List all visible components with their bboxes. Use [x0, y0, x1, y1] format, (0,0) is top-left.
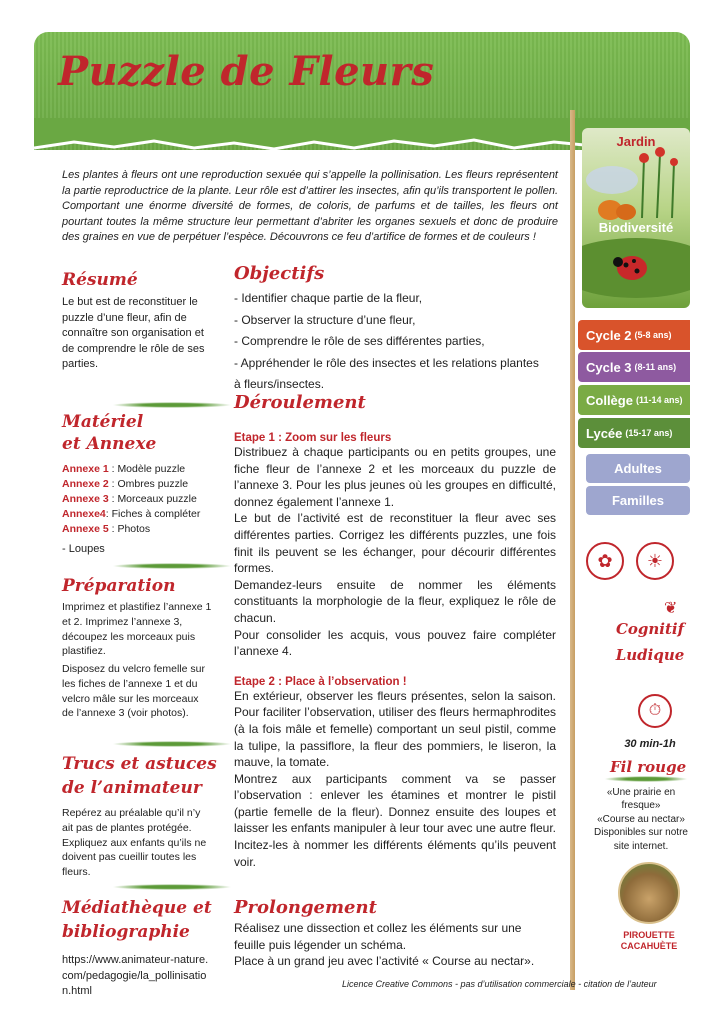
preparation-heading: Préparation	[62, 576, 176, 596]
etape2-title: Etape 2 : Place à l’observation !	[234, 675, 407, 688]
list-item: Annexe 3 : Morceaux puzzle	[62, 493, 197, 505]
intro-text: Les plantes à fleurs ont une reproduction sexuée qui s’appelle la pollinisation. Les fleurs représentent la partie reproductrice de la plante. Leur rôle est d’attirer les insectes, afin qu’ils transportent le pollen. Comportant une énorme diversité de formes, de coloris, de parfums et de tailles, les fleurs ont pourtant toutes la même structure leur permettant d’abriter les organes sexuels et donc de produire des graines en vue de perpétuer l’espèce. Découvrons ce feu d’artifice de formes et de couleurs !	[62, 169, 558, 243]
bibliography-link[interactable]: https://www.animateur-nature.com/pedagogie/la_pollinisation.html	[62, 954, 209, 997]
list-item: - Observer la structure d’une fleur,	[234, 312, 416, 327]
trucs-text: Repérez au préalable qu’il n’y ait pas de plantes protégée. Expliquez aux enfants qu’ils ne doivent pas cueillir toutes les fleurs.	[62, 807, 207, 879]
list-item: Annexe 5 : Photos	[62, 523, 151, 535]
prolongement-paragraph: Réalisez une dissection et collez les éléments sur une feuille puis légender un schéma.	[234, 921, 522, 952]
preparation-text-2: Disposez du velcro femelle sur les fiches de l’annexe 1 et du velcro mâle sur les morceaux de l’annexe 3 (voir photos).	[62, 663, 205, 720]
prolongement-paragraph: Place à un grand jeu avec l’activité « Course au nectar».	[234, 954, 535, 969]
fil-rouge-heading: Fil rouge	[610, 758, 687, 776]
cycle-badge: Cycle 2 (5-8 ans)	[578, 320, 690, 350]
annex-list	[62, 462, 232, 537]
jardin-label: Jardin	[616, 134, 656, 149]
prolongement-body	[234, 920, 556, 970]
audience-badge-familles: Familles	[586, 486, 690, 515]
grass-divider	[112, 741, 232, 747]
mediatheque-heading: Médiathèque et	[62, 898, 212, 918]
grass-divider	[112, 563, 232, 569]
page-title: Puzzle de Fleurs	[58, 48, 435, 95]
etape2-paragraph: En extérieur, observer les fleurs présentes, selon la saison. Pour faciliter l’observation, utiliser des fleurs hermaphrodites (à la fois mâle et femelle) comportant un seul pistil, comme la tulipe, la passiflore, la fleur des pommiers, le liseron, la mauve, la tomate.	[234, 688, 556, 770]
cycle-badge: Collège (11-14 ans)	[578, 385, 690, 415]
grass-divider	[112, 884, 232, 890]
deroulement-heading: Déroulement	[234, 392, 366, 413]
footer-license: Licence Creative Commons - pas d’utilisation commerciale - citation de l’auteur	[342, 979, 657, 989]
list-item: à fleurs/insectes.	[234, 377, 325, 391]
list-item: Annexe 2 : Ombres puzzle	[62, 478, 189, 490]
bibliographie-heading: bibliographie	[62, 922, 190, 942]
preparation-text-1: Imprimez et plastifiez l’annexe 1 et 2. Imprimez l’annexe 3, découpez les morceaux puis plastifiez.	[62, 601, 212, 658]
pirouette-logo-text: PIROUETTE CACAHUÈTE	[620, 930, 678, 951]
objectifs-heading: Objectifs	[234, 263, 325, 284]
deroulement-body	[234, 432, 556, 870]
list-item: Annexe4: Fiches à compléter	[62, 508, 201, 520]
list-item: - Identifier chaque partie de la fleur,	[234, 291, 423, 305]
prolongement-heading: Prolongement	[234, 897, 377, 918]
flower-icon: ✿	[586, 542, 624, 580]
bamboo-pole	[570, 110, 575, 990]
objectifs-list	[234, 288, 554, 396]
biodiversite-label: Biodiversité	[598, 220, 674, 235]
annexe-heading: et Annexe	[62, 434, 157, 454]
etape1-paragraph: Demandez-leurs ensuite de nommer les éléments constituants la morphologie de la fleur, expliquez le rôle de chacun.	[234, 577, 556, 625]
audience-badge-adultes: Adultes	[586, 454, 690, 483]
etape1-paragraph: Distribuez à chaque participants ou en petits groupes, une fiche fleur de l’annexe 2 et les morceaux du puzzle de l’annexe 3. Pour les plus jeunes où les groupes en difficulté, donnez également l’annexe 1.	[234, 445, 556, 509]
brain-icon: ❦	[664, 600, 678, 617]
duration-text: 30 min-1h	[624, 738, 676, 750]
grass-divider	[604, 776, 688, 782]
resume-heading: Résumé	[62, 270, 138, 290]
ludique-label: Ludique	[615, 646, 685, 664]
animateur-heading: de l’animateur	[62, 778, 202, 798]
list-item: - Appréhender le rôle des insectes et les relations plantes	[234, 355, 539, 370]
cycle-badge: Lycée (15-17 ans)	[578, 418, 690, 448]
etape1-paragraph: Le but de l’activité est de reconstituer la fleur avec ses différentes parties. Corrigez les différents puzzles, une fois finit ils peuvent se les échanger, pour décourir différentes formes.	[234, 511, 556, 576]
grass-divider	[112, 402, 232, 408]
etape2-paragraph: Montrez aux participants comment va se passer l’observation : enlever les étamines et montrer le pistil (partie femelle de la fleur). Donnez ensuite des loupes et laisser les enfants manipuler à leur tour avec une autre fleur. Incitez-les à nommer les différents éléments qu’ils peuvent voir.	[234, 771, 556, 869]
materiel-heading: Matériel	[62, 412, 144, 432]
jardin-card	[582, 128, 690, 308]
trucs-heading: Trucs et astuces	[62, 754, 217, 774]
cycle-badge: Cycle 3 (8-11 ans)	[578, 352, 690, 382]
resume-text: Le but est de reconstituer le puzzle d’une fleur, afin de connaître son organisation et de comprendre le rôle de ses parties.	[62, 296, 205, 370]
fil-rouge-text: «Une prairie en fresque» «Course au nectar» Disponibles sur notre site internet.	[594, 787, 688, 852]
clock-icon: ⏱	[638, 694, 672, 728]
list-item: Annexe 1 : Modèle puzzle	[62, 463, 186, 475]
pirouette-logo	[618, 862, 680, 924]
sun-icon: ☀	[636, 542, 674, 580]
loupes-text: - Loupes	[62, 543, 105, 555]
cognitif-label: Cognitif	[615, 620, 685, 638]
etape1-title: Etape 1 : Zoom sur les fleurs	[234, 432, 392, 444]
etape1-paragraph: Pour consolider les acquis, vous pouvez faire compléter l’annexe 4.	[234, 627, 556, 659]
garden-illustration	[582, 128, 690, 308]
list-item: - Comprendre le rôle de ses différentes parties,	[234, 334, 485, 348]
